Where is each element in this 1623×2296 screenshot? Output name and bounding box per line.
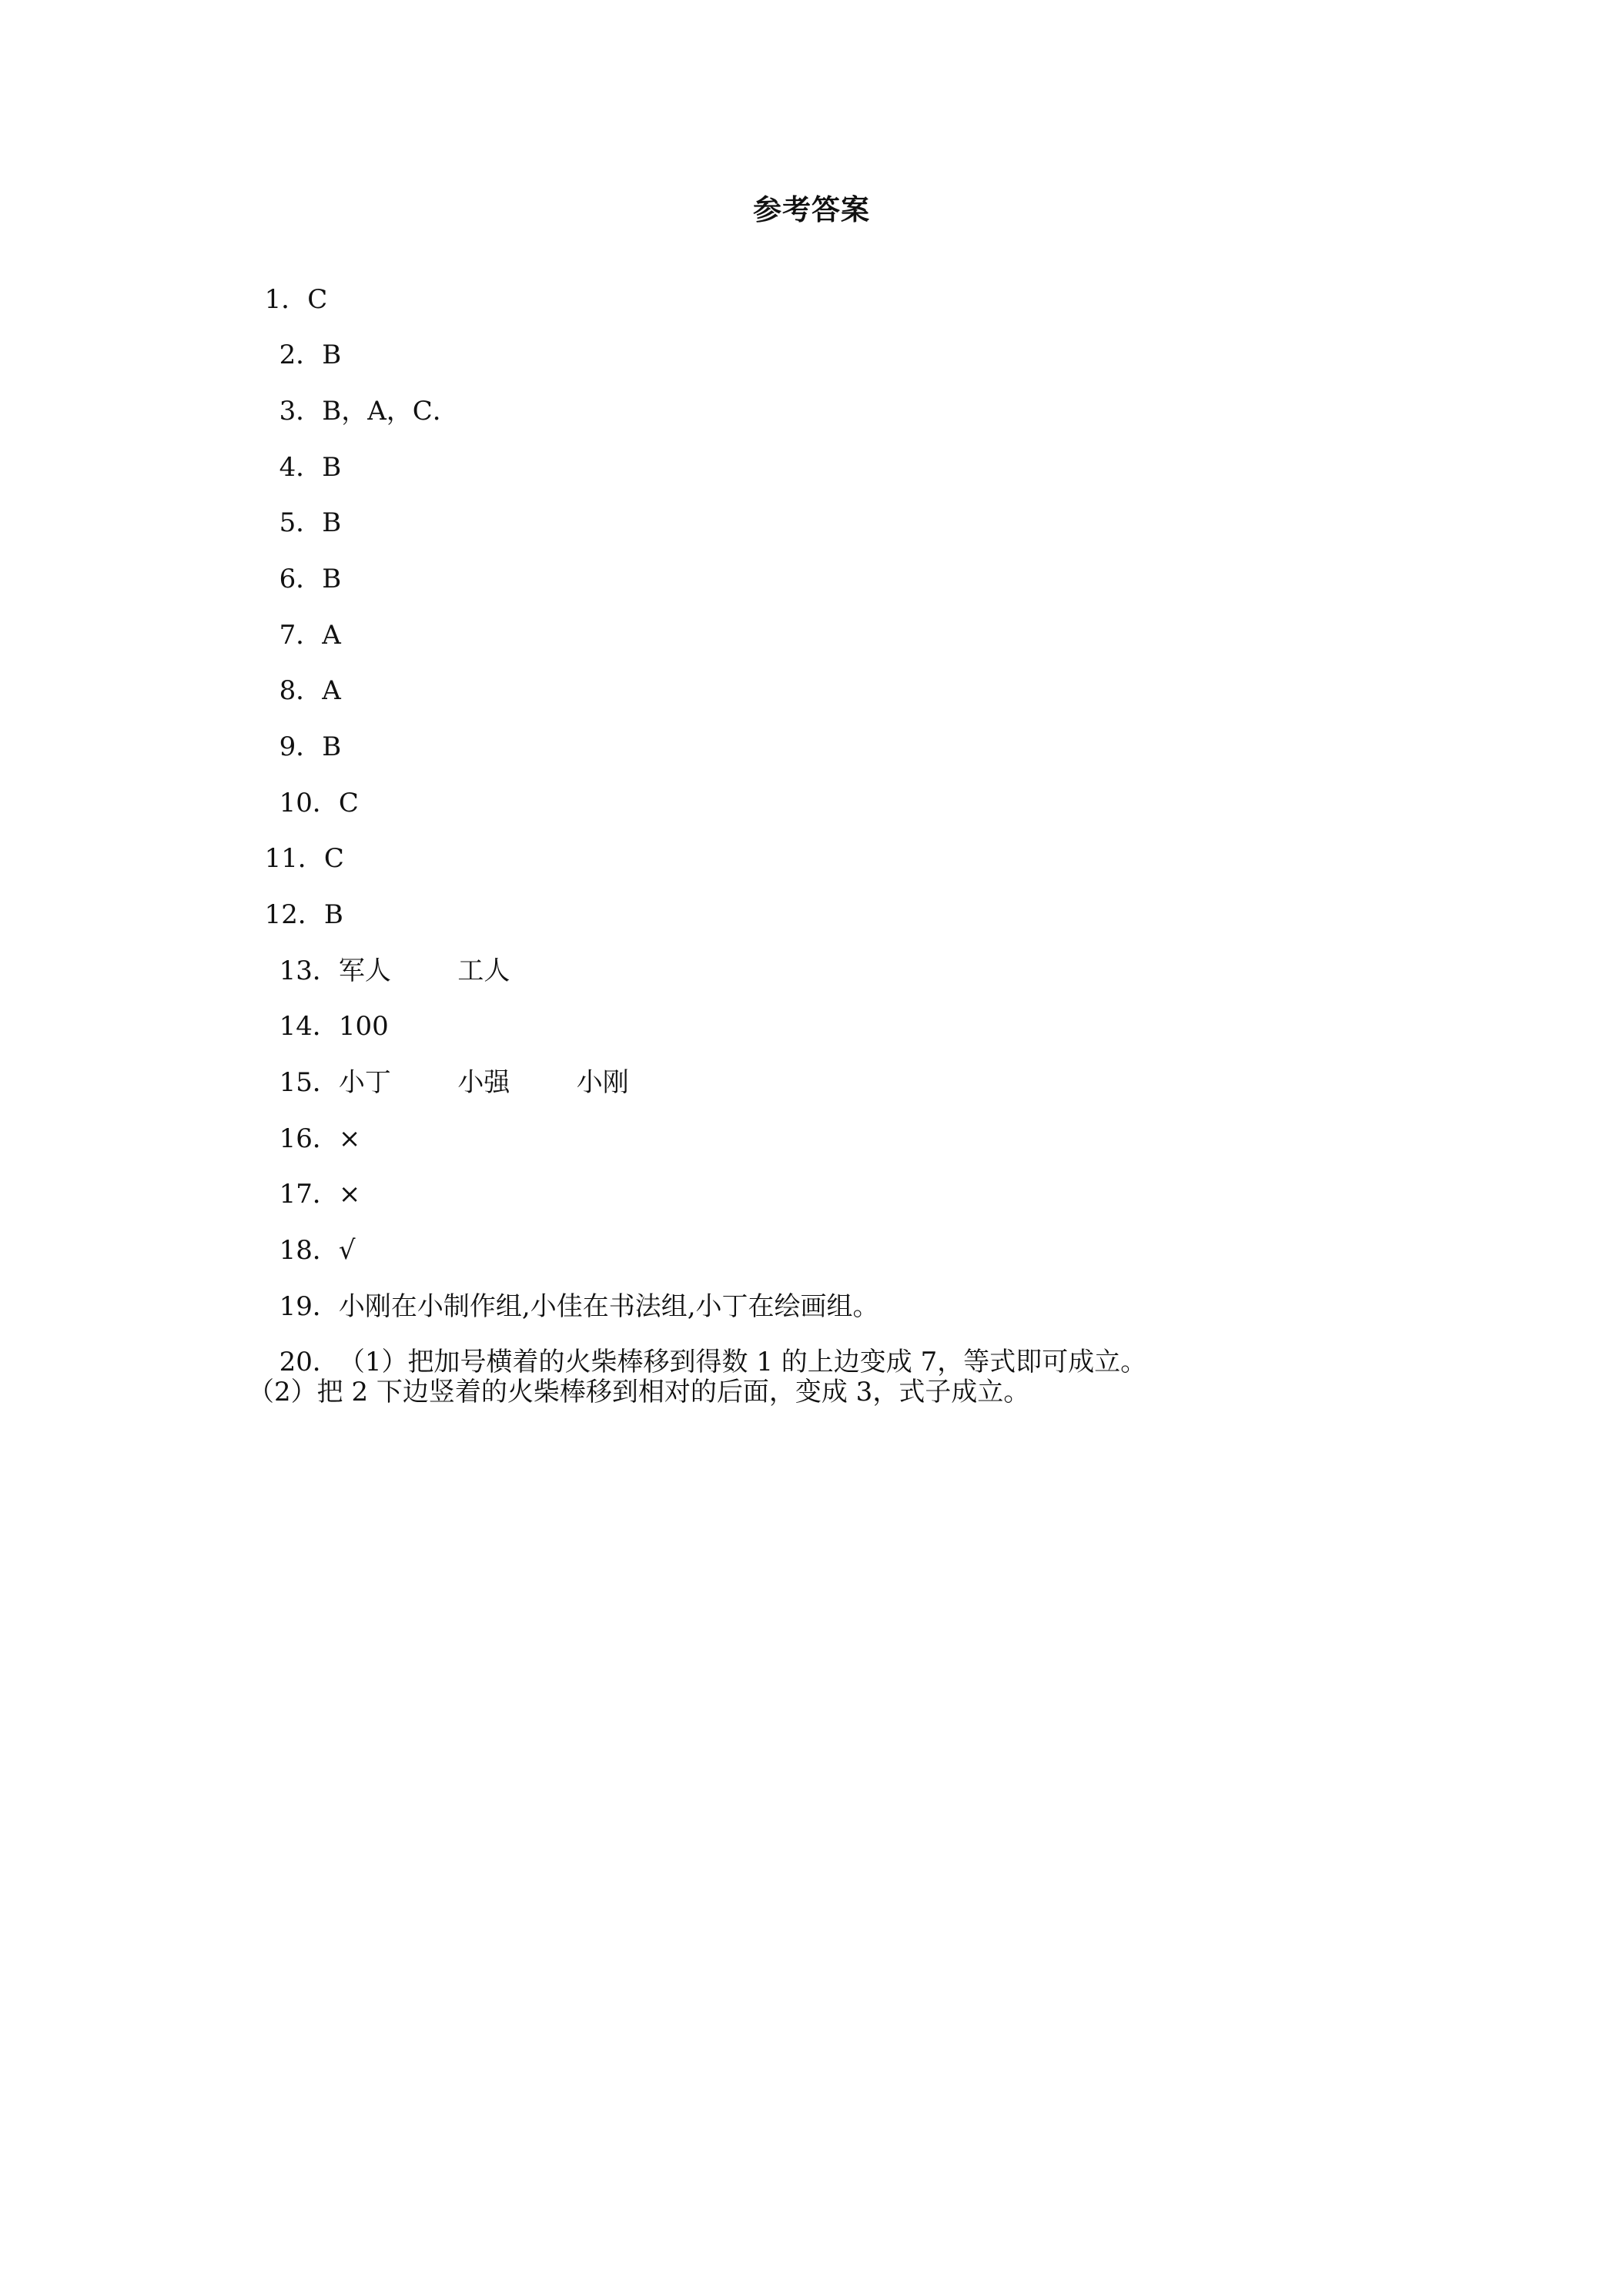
answer-text: C bbox=[307, 284, 328, 315]
answer-number: 15 bbox=[279, 1067, 313, 1098]
answer-19: 19．小刚在小制作组,小佳在书法组,小丁在绘画组。 bbox=[279, 1291, 879, 1322]
answer-text: C bbox=[323, 843, 344, 874]
answer-number: 7 bbox=[279, 620, 296, 651]
answer-16: 16．× bbox=[279, 1123, 361, 1154]
answer-text: B bbox=[322, 507, 342, 538]
answer-text: B bbox=[322, 452, 342, 483]
answer-number: 12 bbox=[264, 899, 298, 930]
answer-text: B bbox=[322, 564, 342, 594]
page-title: 参考答案 bbox=[753, 192, 870, 226]
answer-number: 17 bbox=[279, 1179, 313, 1210]
answer-14: 14．100 bbox=[279, 1011, 389, 1042]
answer-12: 12．B bbox=[264, 899, 343, 930]
answer-text: C bbox=[338, 788, 359, 818]
answer-text: × bbox=[338, 1123, 361, 1154]
answer-number: 11 bbox=[264, 843, 298, 874]
answer-text: （1）把加号横着的火柴棒移到得数 1 的上边变成 7，等式即可成立。 bbox=[338, 1347, 1147, 1377]
answer-17: 17．× bbox=[279, 1179, 361, 1210]
answer-text: B bbox=[322, 340, 342, 370]
answer-number: 19 bbox=[279, 1291, 313, 1322]
answer-number: 10 bbox=[279, 788, 313, 818]
answer-3: 3．B，A，C． bbox=[279, 396, 459, 427]
answer-text: × bbox=[338, 1179, 361, 1210]
answer-text: A bbox=[322, 620, 341, 651]
answer-20: 20．（1）把加号横着的火柴棒移到得数 1 的上边变成 7，等式即可成立。 bbox=[279, 1347, 1147, 1377]
answer-text: B bbox=[322, 731, 342, 762]
answer-7: 7．A bbox=[279, 620, 341, 651]
answer-1: 1．C bbox=[264, 284, 328, 315]
answer-18: 18．√ bbox=[279, 1235, 356, 1266]
answer-6: 6．B bbox=[279, 564, 342, 594]
answer-10: 10．C bbox=[279, 788, 359, 818]
answer-20-continuation: （2）把 2 下边竖着的火柴棒移到相对的后面，变成 3，式子成立。 bbox=[248, 1377, 1030, 1407]
answer-text: 小丁 小强 小刚 bbox=[338, 1067, 629, 1098]
answer-2: 2．B bbox=[279, 340, 342, 370]
answer-number: 18 bbox=[279, 1235, 313, 1266]
answer-4: 4．B bbox=[279, 452, 342, 483]
answer-text: B bbox=[323, 899, 343, 930]
answer-text: 军人 工人 bbox=[338, 956, 510, 986]
answer-text: 小刚在小制作组,小佳在书法组,小丁在绘画组。 bbox=[338, 1291, 879, 1322]
answer-9: 9．B bbox=[279, 731, 342, 762]
answer-number: 3 bbox=[279, 396, 296, 427]
answer-number: 4 bbox=[279, 452, 296, 483]
answer-number: 16 bbox=[279, 1123, 313, 1154]
answer-15: 15．小丁 小强 小刚 bbox=[279, 1067, 629, 1098]
answer-number: 1 bbox=[264, 284, 282, 315]
answer-text: A bbox=[322, 675, 341, 706]
answer-number: 5 bbox=[279, 507, 296, 538]
answer-13: 13．军人 工人 bbox=[279, 956, 510, 986]
answer-number: 9 bbox=[279, 731, 296, 762]
answer-number: 2 bbox=[279, 340, 296, 370]
answer-number: 8 bbox=[279, 675, 296, 706]
answer-text: B，A，C． bbox=[322, 396, 459, 427]
answer-number: 6 bbox=[279, 564, 296, 594]
answer-number: 20 bbox=[279, 1347, 313, 1377]
answer-number: 14 bbox=[279, 1011, 313, 1042]
answer-8: 8．A bbox=[279, 675, 341, 706]
answer-number: 13 bbox=[279, 956, 313, 986]
answer-text: √ bbox=[338, 1235, 356, 1266]
answer-text: 100 bbox=[338, 1011, 389, 1042]
answer-5: 5．B bbox=[279, 507, 342, 538]
answer-11: 11．C bbox=[264, 843, 344, 874]
